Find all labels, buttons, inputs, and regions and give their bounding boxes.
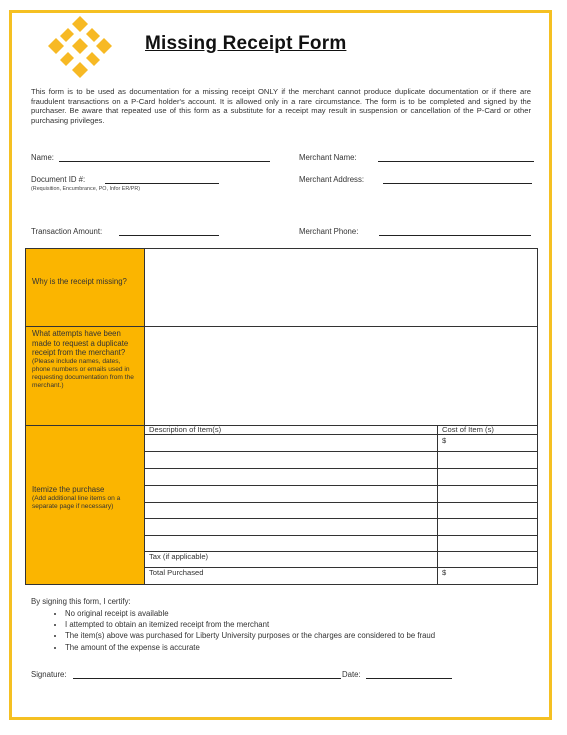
certification-list — [31, 608, 435, 653]
item-row[interactable] — [145, 519, 437, 535]
transaction-amount-field[interactable] — [119, 235, 219, 236]
itemize-label — [32, 485, 140, 511]
merchant-phone-field[interactable] — [379, 235, 531, 236]
transaction-amount-label: Transaction Amount: — [31, 227, 103, 236]
attempts-label — [32, 329, 140, 390]
item-row[interactable] — [145, 536, 437, 551]
description-column-header: Description of Item(s) — [149, 425, 222, 434]
page-title: Missing Receipt Form — [145, 33, 347, 54]
item-row[interactable] — [145, 435, 437, 451]
intro-paragraph: This form is to be used as documentation for a missing receipt ONLY if the merchant cannot produce duplicate documentation or if there are fraudulent transactions on a P-Card holder's account. It is allowed only in a rare circumstance. The form is to be completed and signed by the purchaser. Be aware that repeated use of this form as a substitute for a receipt may result in suspension or cancellation of the P-Card or other purchasing privileges. — [31, 87, 531, 125]
item-row[interactable] — [145, 486, 437, 502]
item-row[interactable] — [145, 503, 437, 518]
tax-label: Tax (if applicable) — [149, 552, 209, 561]
first-cost-currency: $ — [442, 436, 447, 445]
certification-section — [31, 597, 435, 653]
itemize-title: Itemize the purchase — [32, 485, 105, 494]
item-row[interactable] — [145, 469, 437, 485]
attempts-question: What attempts have been made to request a duplicate receipt from the merchant? — [32, 329, 129, 358]
diamond-cluster-logo-icon — [44, 14, 116, 80]
merchant-phone-label: Merchant Phone: — [299, 227, 359, 236]
why-missing-header-cell — [25, 248, 145, 327]
name-field[interactable] — [59, 161, 270, 162]
itemize-hint: (Add additional line items on a separate page if necessary) — [32, 494, 121, 510]
total-label: Total Purchased — [149, 568, 204, 577]
attempts-answer[interactable] — [145, 327, 537, 425]
why-missing-label: Why is the receipt missing? — [32, 277, 127, 286]
certification-item: • I attempted to obtain an itemized receipt from the merchant — [65, 619, 435, 630]
merchant-name-label: Merchant Name: — [299, 153, 357, 162]
document-id-field[interactable] — [105, 183, 219, 184]
why-missing-answer[interactable] — [145, 249, 537, 326]
document-id-hint: (Requisition, Encumbrance, PO, Infor ER/PR) — [31, 186, 141, 192]
merchant-address-label: Merchant Address: — [299, 175, 365, 184]
total-cost-currency: $ — [442, 568, 447, 577]
item-row[interactable] — [145, 452, 437, 468]
certification-item: • The item(s) above was purchased for Liberty University purposes or the charges are considered to be fraud — [65, 630, 435, 641]
date-label: Date: — [342, 670, 361, 679]
merchant-name-field[interactable] — [378, 161, 534, 162]
attempts-hint: (Please include names, dates, phone numbers or emails used in requesting documentation from the merchant.) — [32, 357, 134, 389]
signature-label: Signature: — [31, 670, 67, 679]
certification-item: • The amount of the expense is accurate — [65, 642, 435, 653]
date-field[interactable] — [366, 678, 452, 679]
document-id-label: Document ID #: — [31, 175, 86, 184]
cost-column-header: Cost of Item (s) — [442, 425, 494, 434]
merchant-address-field[interactable] — [383, 183, 532, 184]
name-label: Name: — [31, 153, 54, 162]
certification-item: • No original receipt is available — [65, 608, 435, 619]
certification-heading: By signing this form, I certify: — [31, 597, 131, 606]
signature-field[interactable] — [73, 678, 341, 679]
